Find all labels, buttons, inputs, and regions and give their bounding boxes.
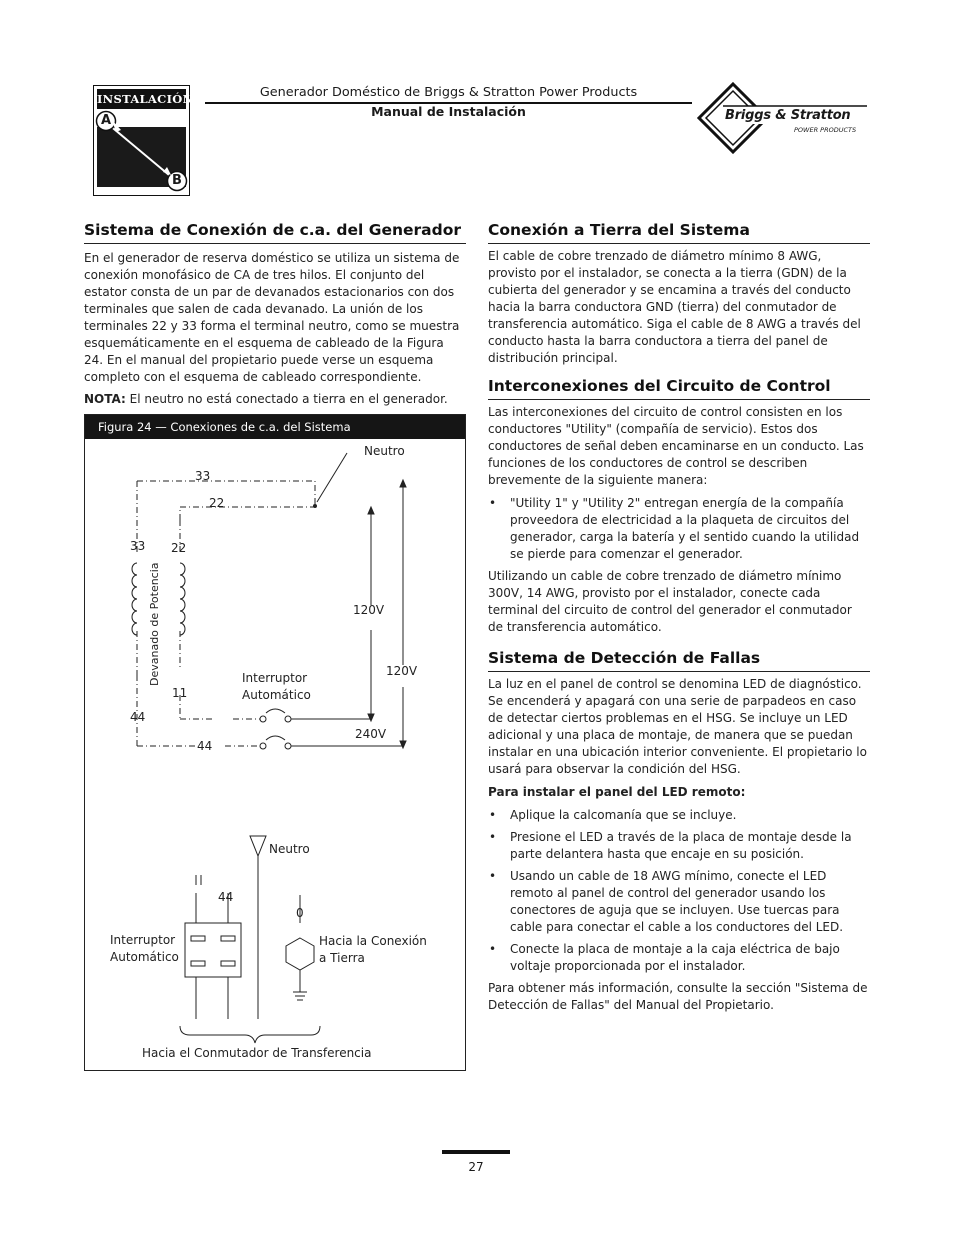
- label-120v-a: 120V: [353, 603, 385, 617]
- doc-title: Generador Doméstico de Briggs & Stratton Power Products: [259, 85, 638, 100]
- logo-text: Briggs & Stratton: [725, 108, 851, 123]
- briggs-stratton-logo: [697, 82, 869, 154]
- label-22: 22: [171, 541, 187, 555]
- label-33-top: 33: [195, 469, 211, 483]
- section-heading-control: Interconexiones del Circuito de Control: [488, 377, 831, 395]
- label-automatico-bottom: Automático: [110, 950, 179, 964]
- label-devanado: Devanado de Potencia: [148, 562, 161, 686]
- left-column: [84, 221, 466, 408]
- figure-24: [84, 414, 466, 1071]
- label-interruptor-top: Interruptor: [242, 671, 308, 685]
- footer-bar: [442, 1150, 510, 1154]
- badge-a: A: [100, 113, 112, 128]
- label-120v-b: 120V: [386, 664, 418, 678]
- fault-subheading: Para instalar el panel del LED remoto:: [488, 785, 746, 799]
- wiring-diagram: [85, 415, 467, 1072]
- label-hacia-conexion: Hacia la Conexión: [319, 934, 427, 948]
- section-rule: [84, 243, 466, 244]
- section-heading-ground: Conexión a Tierra del Sistema: [488, 221, 750, 239]
- control-bullet: • "Utility 1" y "Utility 2" entregan energía de la compañía proveedora de electricidad a la plaqueta de circuitos del generador, carga la batería y el sentido cuando la utilidad se pierde para comenzar el generador.: [488, 495, 870, 563]
- note-text: El neutro no está conectado a tierra en el generador.: [125, 392, 448, 406]
- label-44: 44: [130, 710, 146, 724]
- fault-paragraph-2: Para obtener más información, consulte la sección "Sistema de Detección de Fallas" del Manual del Propietario.: [488, 981, 868, 1012]
- label-240v: 240V: [355, 727, 387, 741]
- fault-bullet: • Aplique la calcomanía que se incluye.: [488, 807, 870, 824]
- installation-badge: [93, 85, 194, 196]
- label-automatico-top: Automático: [242, 688, 311, 702]
- label-conmutador: Hacia el Conmutador de Transferencia: [142, 1046, 372, 1060]
- section-rule: [488, 671, 870, 672]
- label-0: 0: [296, 906, 304, 920]
- section-rule: [488, 399, 870, 400]
- label-interruptor-bottom: Interruptor: [110, 933, 176, 947]
- label-44-bottom: 44: [197, 739, 213, 753]
- ac-paragraph: En el generador de reserva doméstico se utiliza un sistema de conexión monofásico de CA de tres hilos. El conjunto del estator consta de un par de devanados estacionarios con dos terminales que salen de cada devanado. La unión de los terminales 22 y 33 forma el terminal neutro, como se muestra esquemáticamente en el esquema de cableado de la Figura 24. En el manual del propietario puede verse un esquema completo con el esquema de cableado correspondiente.: [84, 251, 460, 384]
- label-a-tierra: a Tierra: [319, 951, 365, 965]
- label-33: 33: [130, 539, 146, 553]
- figure-caption: Figura 24 — Conexiones de c.a. del Sistema: [85, 415, 465, 439]
- label-11: 11: [172, 686, 188, 700]
- fault-bullet: • Usando un cable de 18 AWG mínimo, conecte el LED remoto al panel de control del generador usando los conectores de aguja que se incluyen. Use tuercas para cable para conectar el cable a los conductores del LED.: [488, 868, 870, 936]
- doc-subtitle: Manual de Instalación: [371, 104, 526, 119]
- note-label: NOTA:: [84, 392, 126, 406]
- page-number: 27: [468, 1160, 484, 1174]
- label-neutro-bottom: Neutro: [269, 842, 310, 856]
- right-column: [488, 221, 870, 1014]
- note-paragraph: [84, 391, 466, 408]
- control-paragraph-2: Utilizando un cable de cobre trenzado de diámetro mínimo 300V, 14 AWG, provisto por el instalador, conecte cada terminal del circuito de control del generador el conmutador de transferencia automático.: [488, 569, 852, 634]
- section-heading-fault: Sistema de Detección de Fallas: [488, 649, 761, 667]
- badge-b: B: [172, 173, 182, 188]
- section-heading-ac: Sistema de Conexión de c.a. del Generador: [84, 221, 462, 239]
- label-22-top: 22: [209, 496, 225, 510]
- badge-title: INSTALACIÓN: [97, 89, 186, 109]
- ground-paragraph: El cable de cobre trenzado de diámetro mínimo 8 AWG, provisto por el instalador, se conecta a la tierra (GDN) de la cubierta del generador y se encamina a través del conducto hacia la barra conductora GND (tierra) del conmutador de transferencia automático. Siga el cable de 8 AWG a través del conducto hasta la barra conductora a tierra del panel de distribución principal.: [488, 249, 861, 365]
- logo-subtext: POWER PRODUCTS: [794, 126, 857, 134]
- fault-bullet: • Conecte la placa de montaje a la caja eléctrica de bajo voltaje proporcionada por el instalador.: [488, 941, 870, 975]
- label-neutro-top: Neutro: [364, 444, 405, 458]
- control-paragraph: Las interconexiones del circuito de control consisten en los conductores "Utility" (compañía de servicio). Estos dos conductores de señal deben encaminarse en un conducto. Las funciones de los conductores de control se describen brevemente de la siguiente manera:: [488, 405, 864, 487]
- section-rule: [488, 243, 870, 244]
- fault-paragraph: La luz en el panel de control se denomina LED de diagnóstico. Se encenderá y apagará con una serie de parpadeos en caso de detectar ciertos problemas en el HSG. Se incluye un LED adicional y una placa de montaje, de manera que se puedan instalar en una ubicación interior conveniente. El propietario lo usará para observar la condición del HSG.: [488, 677, 867, 776]
- label-44-breaker: 44: [218, 890, 234, 904]
- fault-bullet: • Presione el LED a través de la placa de montaje desde la parte delantera hasta que encaje en su posición.: [488, 829, 870, 863]
